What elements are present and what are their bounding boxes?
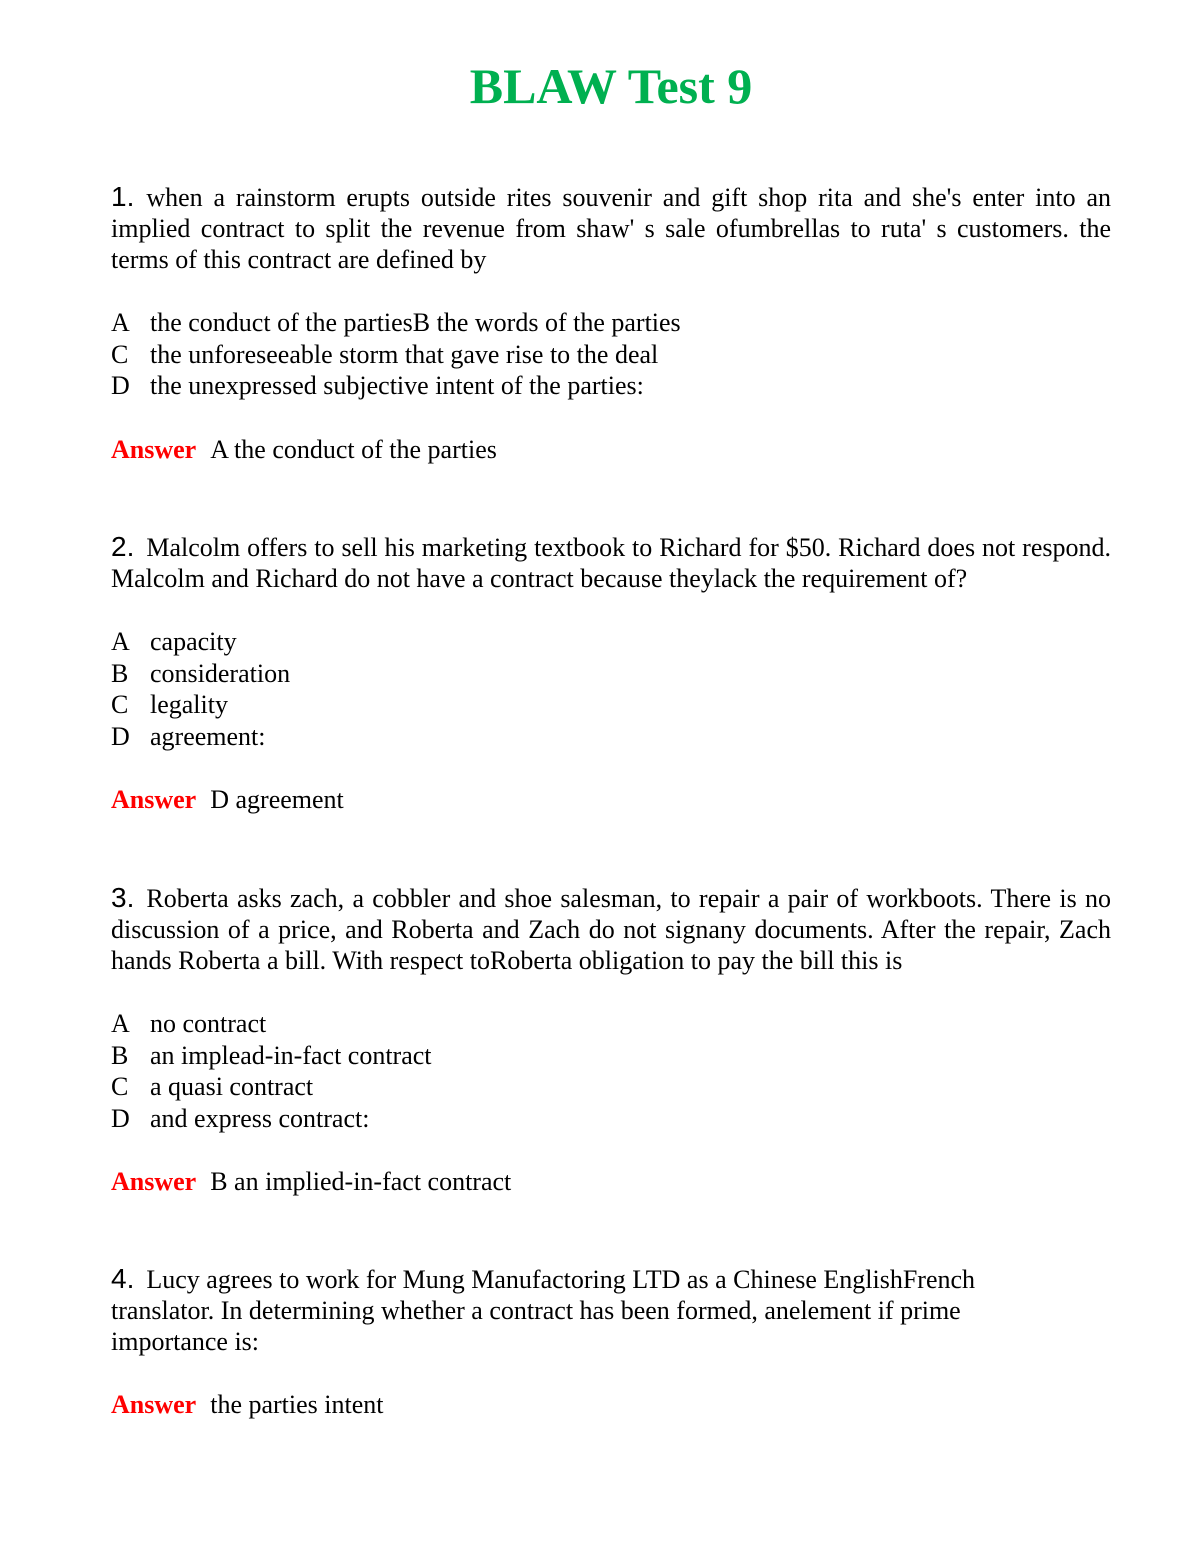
option-letter: D bbox=[111, 371, 130, 400]
question-1 bbox=[111, 181, 1111, 465]
option-a bbox=[111, 1008, 1111, 1040]
option-text: the unexpressed subjective intent of the parties: bbox=[150, 371, 644, 400]
question-text: Lucy agrees to work for Mung Manufactoring LTD as a Chinese EnglishFrench translator. In determining whether a contract has been formed, anelement if prime importance is: bbox=[111, 1265, 976, 1356]
option-c bbox=[111, 689, 1111, 721]
question-number: 4. bbox=[111, 1263, 135, 1294]
answer-label: Answer bbox=[111, 785, 197, 814]
option-letter: B bbox=[111, 658, 129, 688]
question-text: Roberta asks zach, a cobbler and shoe salesman, to repair a pair of workboots. There is no discussion of a price, and Roberta and Zach do not signany documents. After the repair, Zach hands Roberta a bill. With respect toRoberta obligation to pay the bill this is bbox=[111, 884, 1111, 975]
question-number: 2. bbox=[111, 531, 135, 562]
question-number: 3. bbox=[111, 882, 135, 913]
option-c bbox=[111, 1071, 1111, 1103]
option-d bbox=[111, 1103, 1111, 1135]
option-text: an implead-in-fact contract bbox=[150, 1040, 432, 1070]
question-text: Malcolm offers to sell his marketing textbook to Richard for $50. Richard does not respond. Malcolm and Richard do not have a contract because theylack the requirement of? bbox=[111, 533, 1111, 593]
option-c bbox=[111, 339, 1111, 371]
answer-text: A the conduct of the parties bbox=[210, 434, 497, 464]
options-list bbox=[111, 307, 1111, 402]
option-d bbox=[111, 721, 1111, 753]
question-stem bbox=[111, 531, 1111, 594]
option-d bbox=[111, 370, 1111, 402]
answer-text: B an implied-in-fact contract bbox=[210, 1167, 512, 1196]
answer-line bbox=[111, 1389, 1031, 1420]
question-text: when a rainstorm erupts outside rites souvenir and gift shop rita and she's enter into an implied contract to split the revenue from shaw' s sale ofumbrellas to ruta' s customers. the terms of this contract are defined by bbox=[111, 183, 1111, 274]
option-letter: D bbox=[111, 1103, 130, 1133]
option-letter: A bbox=[111, 1009, 130, 1038]
question-number: 1. bbox=[111, 181, 135, 212]
question-4 bbox=[111, 1263, 1031, 1420]
page-title: BLAW Test 9 bbox=[469, 58, 753, 114]
option-letter: B bbox=[111, 1040, 129, 1070]
answer-line bbox=[111, 434, 1111, 465]
option-text: no contract bbox=[150, 1009, 267, 1038]
option-letter: A bbox=[111, 308, 130, 337]
option-letter: D bbox=[111, 721, 130, 751]
option-text: a quasi contract bbox=[150, 1072, 314, 1101]
answer-label: Answer bbox=[111, 1167, 197, 1196]
option-text: consideration bbox=[150, 658, 291, 688]
option-letter: C bbox=[111, 690, 129, 719]
answer-line bbox=[111, 784, 1111, 815]
option-a bbox=[111, 307, 1111, 339]
option-text: and express contract: bbox=[150, 1103, 370, 1133]
option-letter: C bbox=[111, 339, 129, 369]
option-b bbox=[111, 1040, 1111, 1072]
options-list bbox=[111, 1008, 1111, 1134]
option-text: legality bbox=[150, 690, 228, 719]
question-3 bbox=[111, 882, 1111, 1197]
option-b bbox=[111, 658, 1111, 690]
answer-text: D agreement bbox=[210, 785, 344, 814]
option-letter: C bbox=[111, 1072, 129, 1101]
option-text: agreement: bbox=[150, 721, 266, 751]
question-2 bbox=[111, 531, 1111, 815]
option-a bbox=[111, 626, 1111, 658]
question-stem bbox=[111, 181, 1111, 275]
answer-label: Answer bbox=[111, 1390, 197, 1419]
option-text: the conduct of the partiesB the words of the parties bbox=[150, 308, 681, 337]
option-text: capacity bbox=[150, 627, 237, 656]
answer-line bbox=[111, 1166, 1111, 1197]
option-letter: A bbox=[111, 627, 130, 656]
answer-label: Answer bbox=[111, 434, 197, 464]
question-stem bbox=[111, 882, 1111, 976]
question-stem bbox=[111, 1263, 1031, 1357]
answer-text: the parties intent bbox=[210, 1390, 384, 1419]
option-text: the unforeseeable storm that gave rise to the deal bbox=[150, 339, 659, 369]
options-list bbox=[111, 626, 1111, 752]
